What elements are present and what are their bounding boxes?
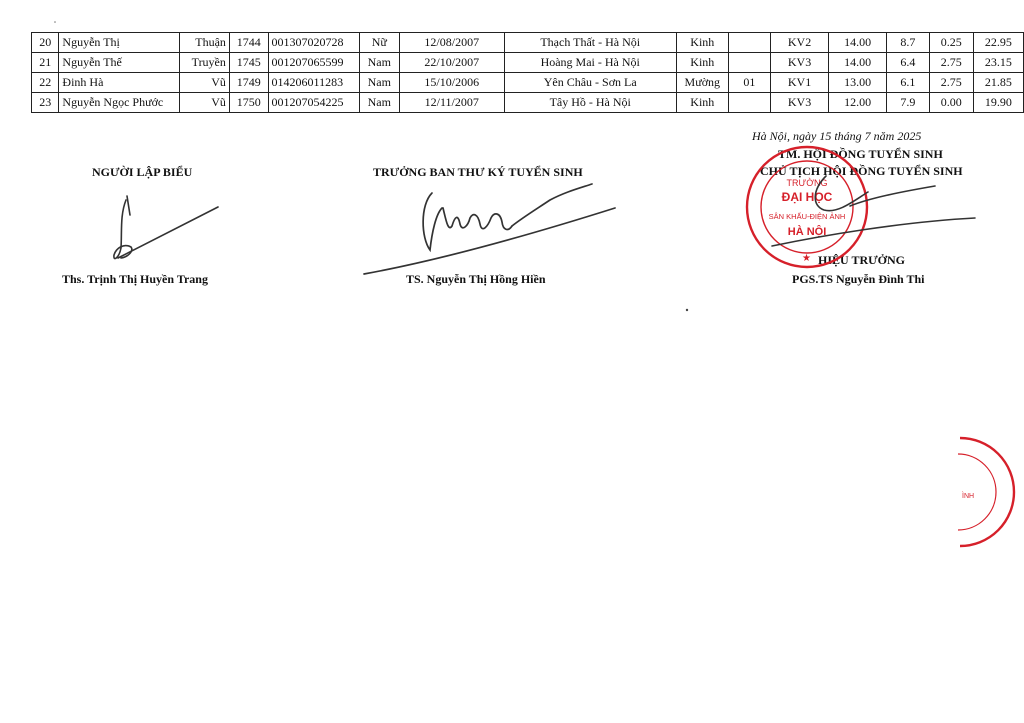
chairman-title-1: TM. HỘI ĐỒNG TUYỂN SINH <box>778 147 943 161</box>
cell-noi-sinh: Yên Châu - Sơn La <box>504 73 676 93</box>
seal-line-1: TRƯỜNG <box>786 178 828 188</box>
cell-gioi-tinh: Nam <box>359 93 399 113</box>
cell-diem-nk: 14.00 <box>829 33 887 53</box>
cell-gioi-tinh: Nam <box>359 53 399 73</box>
cell-noi-sinh: Hoàng Mai - Hà Nội <box>504 53 676 73</box>
cell-ngay-sinh: 15/10/2006 <box>399 73 504 93</box>
cell-uu-tien: 2.75 <box>929 53 973 73</box>
chairman-name: PGS.TS Nguyễn Đình Thi <box>792 272 925 286</box>
cell-cccd: 014206011283 <box>268 73 359 93</box>
cell-stt: 22 <box>32 73 59 93</box>
cell-cccd: 001307020728 <box>268 33 359 53</box>
cell-khu-vuc: KV3 <box>770 53 828 73</box>
cell-dan-toc: Mường <box>676 73 728 93</box>
partial-seal <box>958 438 1014 546</box>
official-seal <box>747 147 867 267</box>
chairman-title-3: HIỆU TRƯỞNG <box>818 253 906 267</box>
seal-star-icon: ★ <box>802 253 811 264</box>
cell-ten: Vũ <box>180 93 229 113</box>
cell-uu-tien: 0.00 <box>929 93 973 113</box>
cell-khu-vuc: KV1 <box>770 73 828 93</box>
svg-text:ÌNH: ÌNH <box>962 493 975 500</box>
seal-line-3: SÂN KHẤU-ĐIỆN ẢNH <box>768 212 846 221</box>
cell-diem-mon: 6.1 <box>887 73 930 93</box>
secretary-signature <box>364 184 615 274</box>
cell-cccd: 001207065599 <box>268 53 359 73</box>
seal-line-2: ĐẠI HỌC <box>781 190 833 204</box>
cell-uu-tien: 0.25 <box>929 33 973 53</box>
seal-line-4: HÀ NỘI <box>787 226 827 238</box>
cell-sbd: 1745 <box>229 53 268 73</box>
cell-sbd: 1750 <box>229 93 268 113</box>
secretary-title: TRƯỞNG BAN THƯ KÝ TUYỂN SINH <box>373 165 583 179</box>
cell-dan-toc: Kinh <box>676 53 728 73</box>
cell-stt: 21 <box>32 53 59 73</box>
cell-cccd: 001207054225 <box>268 93 359 113</box>
cell-uu-tien: 2.75 <box>929 73 973 93</box>
cell-diem-nk: 13.00 <box>829 73 887 93</box>
chairman-title-2: CHỦ TỊCH HỘI ĐỒNG TUYỂN SINH <box>760 164 963 178</box>
cell-khu-vuc: KV3 <box>770 93 828 113</box>
cell-dan-toc: Kinh <box>676 93 728 113</box>
cell-diem-nk: 12.00 <box>829 93 887 113</box>
cell-doi-tuong: 01 <box>728 73 770 93</box>
cell-gioi-tinh: Nam <box>359 73 399 93</box>
cell-ho: Đinh Hà <box>59 73 180 93</box>
cell-gioi-tinh: Nữ <box>359 33 399 53</box>
cell-ngay-sinh: 12/08/2007 <box>399 33 504 53</box>
preparer-signature <box>114 196 218 259</box>
cell-diem-mon: 6.4 <box>887 53 930 73</box>
cell-tong: 21.85 <box>973 73 1023 93</box>
cell-diem-nk: 14.00 <box>829 53 887 73</box>
cell-stt: 23 <box>32 93 59 113</box>
cell-diem-mon: 8.7 <box>887 33 930 53</box>
cell-ten: Thuận <box>180 33 229 53</box>
cell-sbd: 1749 <box>229 73 268 93</box>
cell-dan-toc: Kinh <box>676 33 728 53</box>
cell-noi-sinh: Thạch Thất - Hà Nội <box>504 33 676 53</box>
cell-sbd: 1744 <box>229 33 268 53</box>
cell-ho: Nguyễn Ngọc Phước <box>59 93 180 113</box>
cell-tong: 23.15 <box>973 53 1023 73</box>
date-line: Hà Nội, ngày 15 tháng 7 năm 2025 <box>752 129 922 143</box>
cell-khu-vuc: KV2 <box>770 33 828 53</box>
cell-noi-sinh: Tây Hồ - Hà Nội <box>504 93 676 113</box>
cell-ngay-sinh: 22/10/2007 <box>399 53 504 73</box>
cell-ho: Nguyễn Thị <box>59 33 180 53</box>
secretary-name: TS. Nguyễn Thị Hồng Hiền <box>406 272 546 286</box>
preparer-title: NGƯỜI LẬP BIỂU <box>92 165 193 179</box>
cell-diem-mon: 7.9 <box>887 93 930 113</box>
cell-tong: 19.90 <box>973 93 1023 113</box>
cell-ten: Vũ <box>180 73 229 93</box>
preparer-name: Ths. Trịnh Thị Huyền Trang <box>62 272 208 286</box>
cell-stt: 20 <box>32 33 59 53</box>
cell-ngay-sinh: 12/11/2007 <box>399 93 504 113</box>
cell-ho: Nguyễn Thế <box>59 53 180 73</box>
cell-ten: Truyền <box>180 53 229 73</box>
cell-tong: 22.95 <box>973 33 1023 53</box>
